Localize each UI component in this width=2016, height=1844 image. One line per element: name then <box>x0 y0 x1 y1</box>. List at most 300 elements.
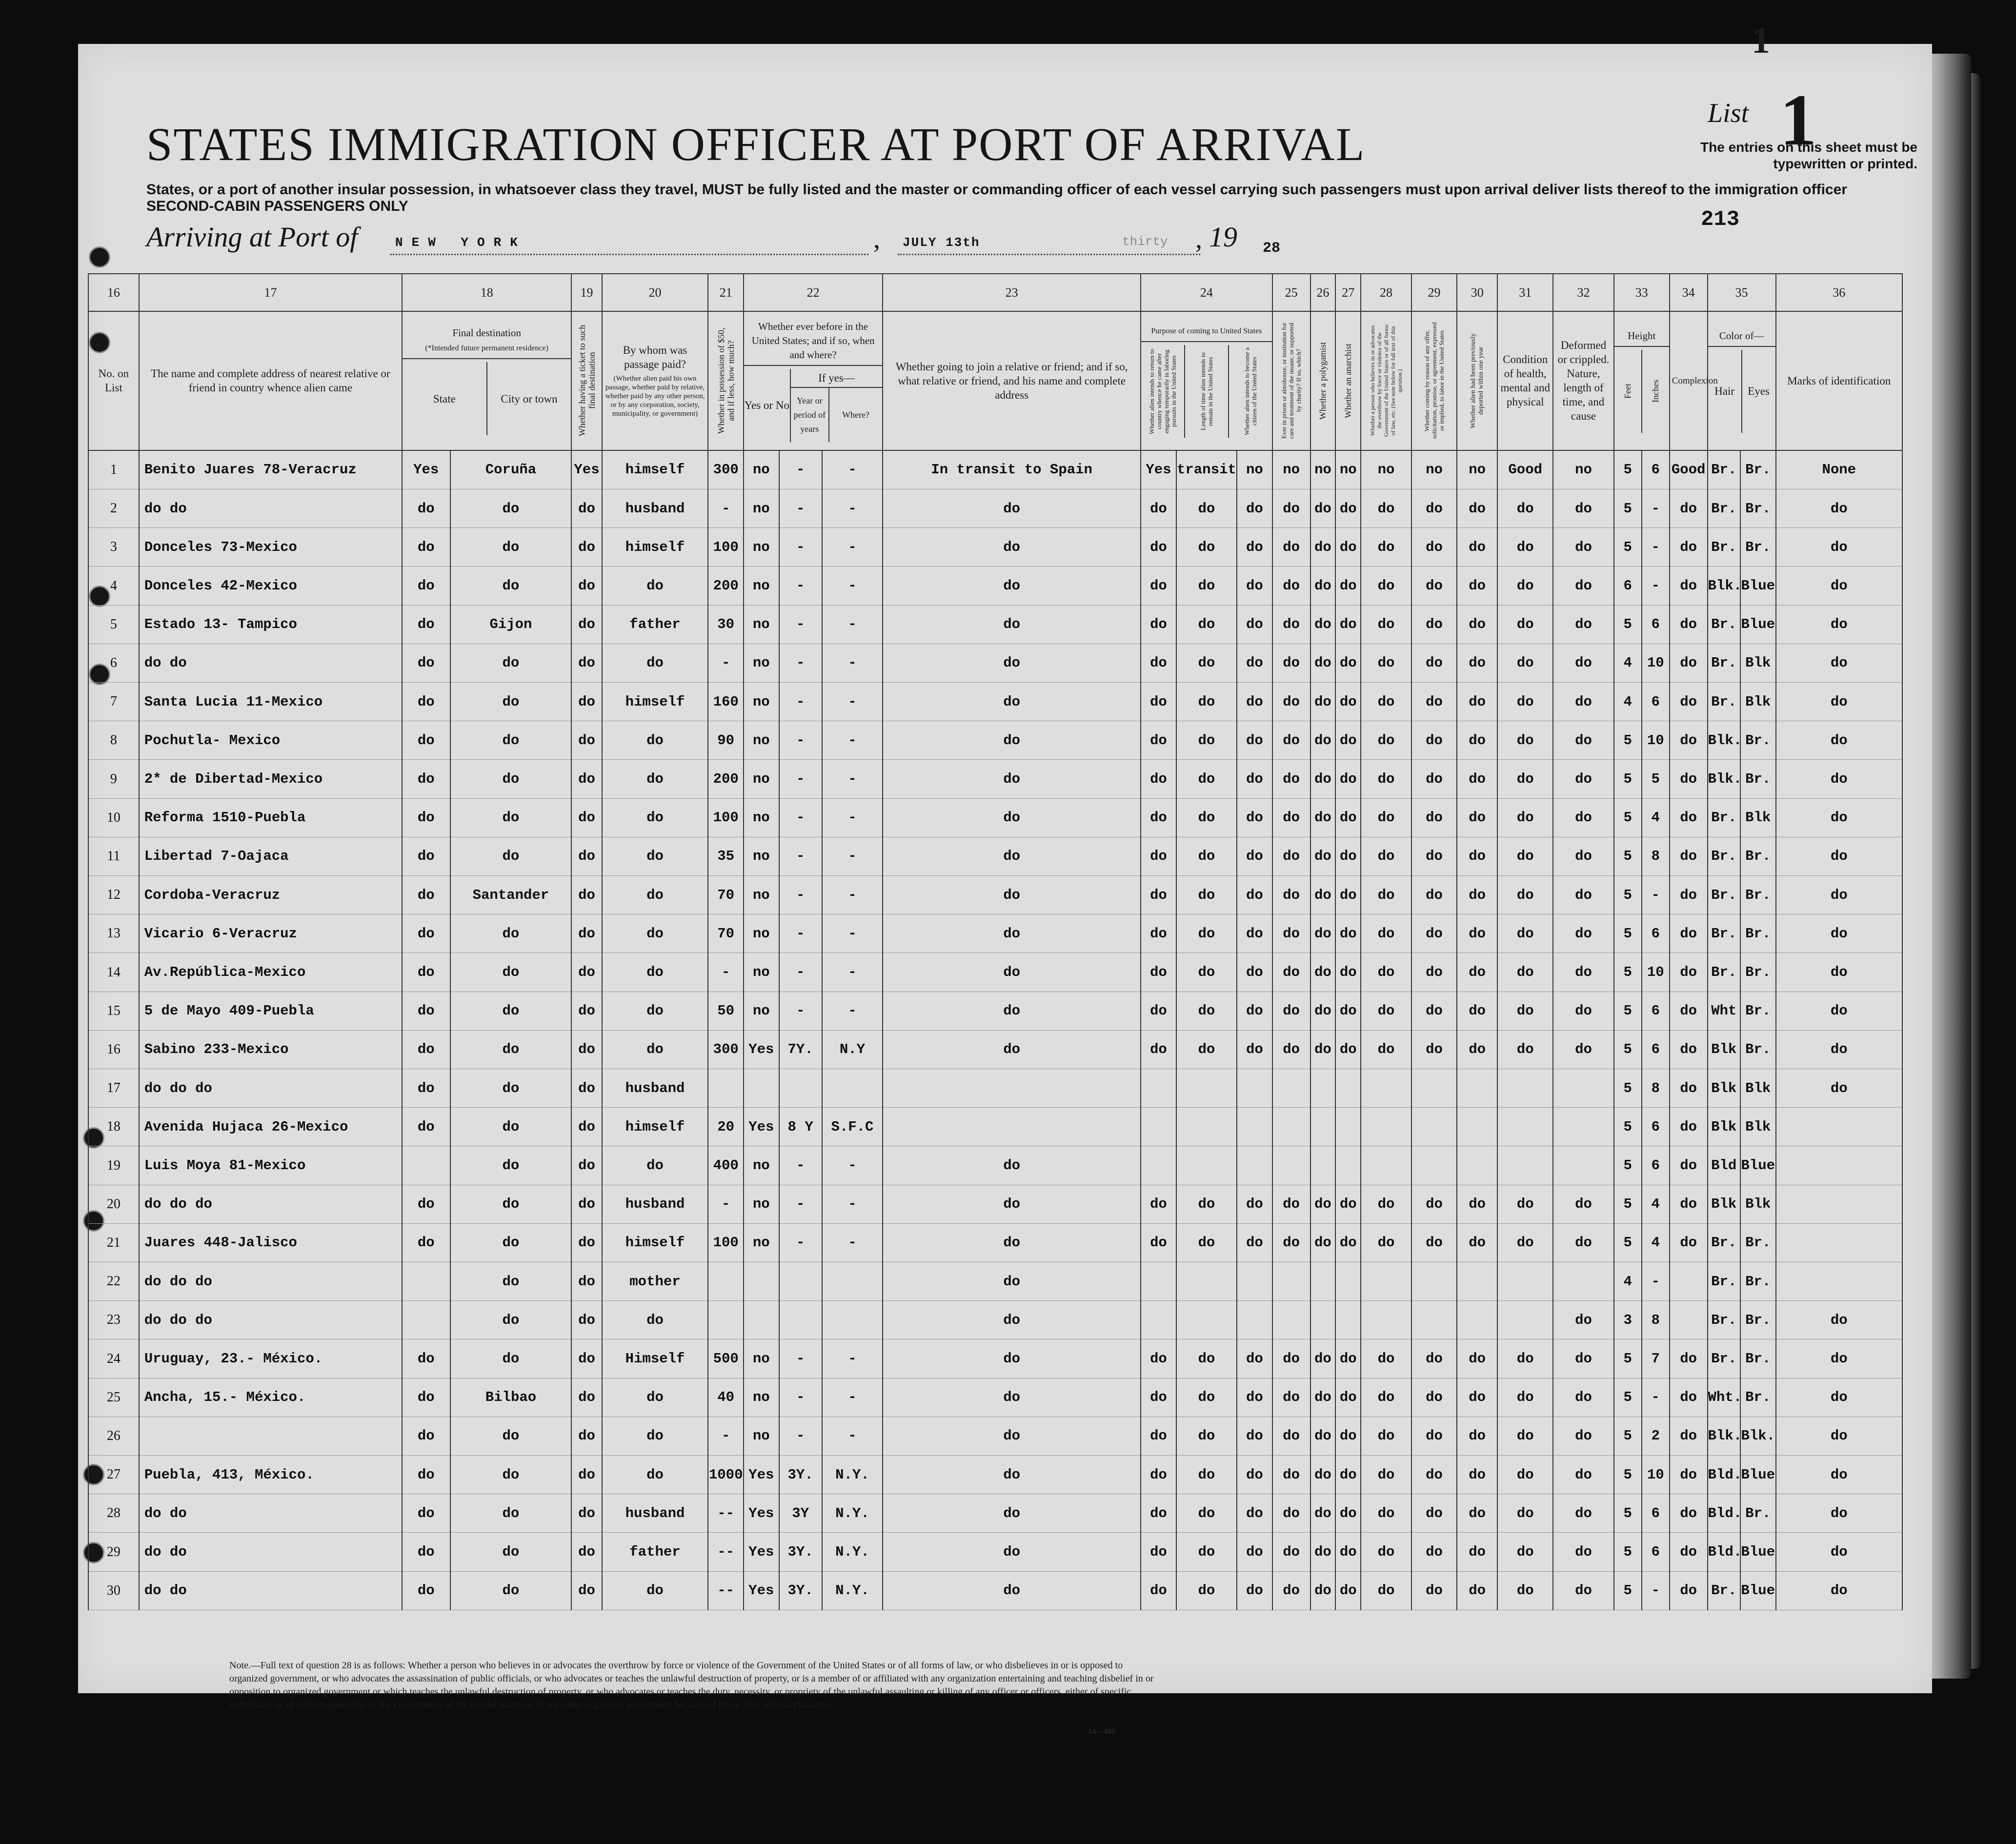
table-cell: - <box>779 644 822 682</box>
table-cell: no <box>1361 450 1411 489</box>
table-cell: 7 <box>88 683 139 721</box>
table-row <box>88 1185 1902 1223</box>
table-cell: do <box>1335 1378 1361 1417</box>
table-cell: do <box>1272 1571 1310 1610</box>
table-cell: 25 <box>88 1378 139 1417</box>
date-value: JULY 13th <box>903 235 980 250</box>
table-cell: do <box>1553 1030 1613 1069</box>
header-health: Condition of health, mental and physical <box>1497 311 1553 450</box>
table-cell: - <box>779 605 822 644</box>
table-cell: Br. <box>1708 876 1740 914</box>
table-cell: do <box>1411 1571 1457 1610</box>
table-cell: do <box>1670 1223 1708 1262</box>
table-cell <box>883 1069 1141 1108</box>
table-cell <box>1335 1108 1361 1146</box>
table-cell: do <box>450 953 572 992</box>
table-row <box>88 528 1902 567</box>
table-cell: do <box>1553 1185 1613 1223</box>
table-cell: do <box>1237 1378 1272 1417</box>
column-number: 30 <box>1457 274 1497 311</box>
table-row <box>88 450 1902 489</box>
table-cell: 4 <box>1614 644 1642 682</box>
table-cell: Avenida Hujaca 26-Mexico <box>139 1108 402 1146</box>
table-cell: 3 <box>1614 1301 1642 1339</box>
table-cell: Br. <box>1740 528 1776 567</box>
table-cell: do <box>402 798 450 837</box>
table-cell: do <box>602 567 708 605</box>
column-number: 19 <box>571 274 602 311</box>
table-cell: do <box>1176 644 1237 682</box>
table-cell: 6 <box>1642 1108 1670 1146</box>
table-cell: - <box>822 1146 883 1185</box>
table-cell: Br. <box>1740 953 1776 992</box>
table-cell: husband <box>602 489 708 528</box>
table-cell: do <box>1335 798 1361 837</box>
table-cell: do <box>1670 876 1708 914</box>
table-row <box>88 798 1902 837</box>
table-cell: do <box>1670 1339 1708 1378</box>
table-cell: - <box>822 683 883 721</box>
table-cell: do <box>1553 798 1613 837</box>
table-cell: In transit to Spain <box>883 450 1141 489</box>
table-cell: do <box>402 1223 450 1262</box>
table-cell: do <box>1411 1030 1457 1069</box>
table-cell: do <box>1497 528 1553 567</box>
table-cell <box>1457 1108 1497 1146</box>
table-cell: do <box>1497 683 1553 721</box>
table-cell <box>1272 1262 1310 1301</box>
table-cell: do <box>1361 1571 1411 1610</box>
table-cell: do <box>450 1223 572 1262</box>
table-cell: do <box>1310 721 1336 760</box>
table-cell: do <box>1411 683 1457 721</box>
table-cell: - <box>1642 1262 1670 1301</box>
table-cell: do do do <box>139 1301 402 1339</box>
table-cell: do <box>1497 914 1553 953</box>
table-cell: do <box>602 1456 708 1494</box>
table-cell: Blk <box>1740 798 1776 837</box>
table-cell: do <box>1310 953 1336 992</box>
table-cell: Blue <box>1740 1456 1776 1494</box>
table-cell: do <box>1361 798 1411 837</box>
table-cell: no <box>1457 450 1497 489</box>
table-cell: do <box>1272 489 1310 528</box>
table-cell: do <box>1272 953 1310 992</box>
table-cell: Good <box>1497 450 1553 489</box>
table-cell: - <box>822 760 883 798</box>
table-cell: do <box>450 1069 572 1108</box>
table-cell: Blk <box>1740 1069 1776 1108</box>
table-cell: do <box>1553 1378 1613 1417</box>
table-cell: do <box>571 683 602 721</box>
table-cell <box>1141 1262 1176 1301</box>
table-cell: Bld. <box>1708 1456 1740 1494</box>
table-cell: do <box>602 992 708 1030</box>
table-cell <box>708 1262 744 1301</box>
table-cell: do <box>1776 837 1902 875</box>
table-cell: do <box>602 1146 708 1185</box>
table-cell: Bld. <box>1708 1533 1740 1571</box>
table-row <box>88 1108 1902 1146</box>
table-cell: do <box>1237 798 1272 837</box>
table-cell: do <box>1310 1533 1336 1571</box>
table-cell: 5 <box>1614 1417 1642 1455</box>
table-cell <box>402 1301 450 1339</box>
table-cell: do <box>1237 876 1272 914</box>
table-cell: do <box>1670 1494 1708 1533</box>
table-cell: 21 <box>88 1223 139 1262</box>
table-cell: do <box>1361 1494 1411 1533</box>
table-cell: do <box>1310 992 1336 1030</box>
table-cell: do <box>1310 644 1336 682</box>
table-cell: Br. <box>1708 1223 1740 1262</box>
table-cell: do <box>1141 1378 1176 1417</box>
table-row <box>88 760 1902 798</box>
table-cell: do <box>1272 1533 1310 1571</box>
table-cell: Br. <box>1740 721 1776 760</box>
table-cell: do <box>1310 683 1336 721</box>
table-cell: do <box>1335 992 1361 1030</box>
table-cell: do <box>450 760 572 798</box>
table-cell: do <box>450 1262 572 1301</box>
table-cell: do <box>1670 992 1708 1030</box>
table-cell: - <box>779 914 822 953</box>
table-cell: - <box>779 528 822 567</box>
table-cell: do <box>571 1223 602 1262</box>
table-cell: do <box>450 798 572 837</box>
table-cell: Santander <box>450 876 572 914</box>
table-cell: do <box>1411 528 1457 567</box>
table-cell: do <box>1237 914 1272 953</box>
table-cell: do <box>1335 683 1361 721</box>
table-cell: do <box>1497 1378 1553 1417</box>
table-cell: do <box>602 1571 708 1610</box>
header-ticket-text: Whether having a ticket to such final destination <box>577 325 597 437</box>
table-cell: do <box>1237 1533 1272 1571</box>
table-cell: 10 <box>1642 953 1670 992</box>
table-cell: do <box>1335 837 1361 875</box>
table-cell: do <box>1776 1030 1902 1069</box>
table-cell: Br. <box>1708 798 1740 837</box>
table-cell <box>822 1262 883 1301</box>
table-cell: do <box>571 567 602 605</box>
table-cell: do <box>1176 837 1237 875</box>
table-cell: do <box>1361 489 1411 528</box>
table-cell: 20 <box>708 1108 744 1146</box>
header-final-destination <box>402 311 571 450</box>
table-cell: - <box>779 760 822 798</box>
table-cell: 4 <box>1642 1223 1670 1262</box>
table-cell: Donceles 73-Mexico <box>139 528 402 567</box>
header-height <box>1614 311 1670 450</box>
table-cell: do <box>1361 1030 1411 1069</box>
table-cell: do <box>1411 644 1457 682</box>
table-cell: do <box>1176 1533 1237 1571</box>
table-cell: do <box>1670 760 1708 798</box>
table-cell: do <box>1457 798 1497 837</box>
table-cell: Bilbao <box>450 1378 572 1417</box>
table-row <box>88 1030 1902 1069</box>
header-if-yes-label: If yes— <box>791 369 882 388</box>
table-cell: Blk. <box>1708 760 1740 798</box>
table-cell: - <box>822 798 883 837</box>
table-cell <box>1310 1262 1336 1301</box>
table-cell: do <box>1553 721 1613 760</box>
header-final-destination-note: (*Intended future permanent residence) <box>425 344 549 353</box>
subtitle-line-2: SECOND-CABIN PASSENGERS ONLY <box>146 198 408 214</box>
table-cell <box>1176 1108 1237 1146</box>
table-cell: do <box>1553 1494 1613 1533</box>
table-cell: - <box>822 489 883 528</box>
port-field-line <box>390 254 868 255</box>
table-cell: do <box>450 1571 572 1610</box>
table-cell: do <box>450 914 572 953</box>
table-cell: 160 <box>708 683 744 721</box>
table-row <box>88 1456 1902 1494</box>
table-cell: Yes <box>744 1456 779 1494</box>
table-cell <box>1335 1262 1361 1301</box>
table-row <box>88 1301 1902 1339</box>
table-cell: do <box>1411 1494 1457 1533</box>
table-cell: do <box>1141 798 1176 837</box>
table-cell <box>402 1146 450 1185</box>
table-cell: 29 <box>88 1533 139 1571</box>
table-cell: Yes <box>744 1108 779 1146</box>
table-cell: do <box>1176 489 1237 528</box>
table-cell: do <box>1457 953 1497 992</box>
table-cell: do <box>602 837 708 875</box>
table-cell: do <box>1670 1378 1708 1417</box>
table-cell: do <box>602 721 708 760</box>
header-previous-us-group: Whether ever before in the United States; and if so, when and where? <box>744 320 882 366</box>
table-cell: do <box>1776 1069 1902 1108</box>
table-cell: 6 <box>1614 567 1642 605</box>
table-cell: do <box>1411 1417 1457 1455</box>
table-cell: Blk <box>1740 1185 1776 1223</box>
table-cell: do <box>883 1571 1141 1610</box>
table-cell: do <box>402 876 450 914</box>
table-cell: 70 <box>708 876 744 914</box>
table-cell: do <box>1237 683 1272 721</box>
table-cell: do <box>1670 721 1708 760</box>
table-cell: do <box>1237 1030 1272 1069</box>
table-cell: do <box>1310 605 1336 644</box>
table-cell: - <box>822 528 883 567</box>
table-cell: do <box>402 1494 450 1533</box>
table-cell: do <box>450 1417 572 1455</box>
table-cell: 18 <box>88 1108 139 1146</box>
table-cell: do <box>883 1494 1141 1533</box>
table-cell: Wht <box>1708 992 1740 1030</box>
table-cell: do <box>1670 1533 1708 1571</box>
header-complexion: Complexion <box>1670 311 1708 450</box>
comma: , <box>873 224 880 254</box>
table-cell: Yes <box>744 1571 779 1610</box>
table-cell: 5 <box>1614 760 1642 798</box>
table-cell: husband <box>602 1185 708 1223</box>
table-cell: do <box>1553 876 1613 914</box>
table-cell: do <box>1310 837 1336 875</box>
table-cell: do <box>1776 721 1902 760</box>
table-cell: do <box>1553 489 1613 528</box>
table-cell: do <box>1335 644 1361 682</box>
table-cell: - <box>779 1378 822 1417</box>
table-cell: 4 <box>1614 1262 1642 1301</box>
table-cell <box>1776 1185 1902 1223</box>
table-cell: 5 <box>1614 1146 1642 1185</box>
table-cell: 20 <box>88 1185 139 1223</box>
table-cell <box>1497 1262 1553 1301</box>
column-header-row <box>88 311 1902 450</box>
table-cell: do <box>1411 605 1457 644</box>
table-cell: - <box>822 721 883 760</box>
table-cell: do <box>1335 1339 1361 1378</box>
table-cell: 3Y <box>779 1494 822 1533</box>
table-cell: 100 <box>708 798 744 837</box>
header-ticket <box>571 311 602 450</box>
table-cell: do <box>1141 567 1176 605</box>
faint-stamp: thirty <box>1122 234 1168 249</box>
column-number: 33 <box>1614 274 1670 311</box>
table-cell: do <box>1553 567 1613 605</box>
table-cell: 5 <box>1614 1223 1642 1262</box>
table-cell: - <box>779 876 822 914</box>
table-cell: do <box>1176 1339 1237 1378</box>
table-cell: Yes <box>571 450 602 489</box>
table-cell: 70 <box>708 914 744 953</box>
table-cell: do <box>1272 605 1310 644</box>
table-cell: do <box>1335 1571 1361 1610</box>
column-number: 36 <box>1776 274 1902 311</box>
table-cell <box>1411 1108 1457 1146</box>
table-cell: 5 <box>1614 1533 1642 1571</box>
table-cell: do <box>402 1456 450 1494</box>
table-cell: do <box>402 1339 450 1378</box>
table-cell: do <box>1670 1185 1708 1223</box>
header-deformed: Deformed or crippled. Nature, length of time, and cause <box>1553 311 1613 450</box>
table-cell: no <box>744 644 779 682</box>
table-cell: do <box>571 1030 602 1069</box>
header-labor-offer: Whether coming by reason of any offer, solicitation, promise, or agreement, expressed or implied, to labor in the United States <box>1411 311 1457 450</box>
table-cell: do <box>1553 914 1613 953</box>
table-cell: Av.República-Mexico <box>139 953 402 992</box>
table-cell: - <box>779 953 822 992</box>
table-cell: no <box>1553 450 1613 489</box>
header-no-on-list: No. on List <box>88 311 139 450</box>
table-cell: do <box>1670 1030 1708 1069</box>
table-cell: no <box>744 876 779 914</box>
table-cell: do <box>402 953 450 992</box>
table-cell: 3Y. <box>779 1533 822 1571</box>
table-cell: do <box>1272 1223 1310 1262</box>
table-cell: do <box>883 798 1141 837</box>
date-field-line <box>898 254 1200 255</box>
table-cell: 6 <box>1642 605 1670 644</box>
table-cell: - <box>708 644 744 682</box>
table-cell: do <box>571 798 602 837</box>
table-cell: do <box>883 605 1141 644</box>
table-cell: do <box>1361 567 1411 605</box>
table-cell: do <box>1361 1417 1411 1455</box>
table-cell: do <box>1553 953 1613 992</box>
table-cell: do <box>883 721 1141 760</box>
table-cell: do <box>1457 1185 1497 1223</box>
table-cell: do <box>402 605 450 644</box>
table-cell: 5 <box>1614 489 1642 528</box>
table-cell <box>1457 1301 1497 1339</box>
table-cell: do <box>1361 683 1411 721</box>
table-cell: do <box>1335 876 1361 914</box>
table-cell: - <box>822 837 883 875</box>
table-cell: 14 <box>88 953 139 992</box>
table-cell: do <box>1141 1339 1176 1378</box>
table-cell: do <box>1670 914 1708 953</box>
table-cell: himself <box>602 528 708 567</box>
table-cell <box>1176 1146 1237 1185</box>
table-cell: do do do <box>139 1262 402 1301</box>
table-cell: do <box>883 760 1141 798</box>
column-number: 21 <box>708 274 744 311</box>
table-cell: do <box>1141 1030 1176 1069</box>
table-cell: do <box>1457 760 1497 798</box>
table-cell: Br. <box>1708 1262 1740 1301</box>
table-cell: do <box>1553 1417 1613 1455</box>
table-cell: do <box>883 837 1141 875</box>
table-cell: - <box>708 1417 744 1455</box>
table-cell: Br. <box>1740 837 1776 875</box>
table-cell: do <box>571 1571 602 1610</box>
table-cell: Blk. <box>1740 1417 1776 1455</box>
table-cell: N.Y. <box>822 1533 883 1571</box>
table-cell: do <box>1272 760 1310 798</box>
table-cell: - <box>822 605 883 644</box>
column-number: 28 <box>1361 274 1411 311</box>
table-cell <box>779 1262 822 1301</box>
table-cell: do <box>1141 1571 1176 1610</box>
table-cell: do do <box>139 489 402 528</box>
header-where: Where? <box>828 388 882 442</box>
table-cell <box>1310 1301 1336 1339</box>
table-cell: do <box>571 1378 602 1417</box>
table-cell: do <box>1335 567 1361 605</box>
list-note: The entries on this sheet must be typewritten or printed. <box>1700 140 1917 171</box>
list-number: 1 <box>1780 80 1816 161</box>
table-cell: Br. <box>1740 489 1776 528</box>
table-cell: 5 <box>1614 1108 1642 1146</box>
table-cell <box>1176 1069 1237 1108</box>
table-cell <box>1553 1108 1613 1146</box>
table-cell: do <box>1457 528 1497 567</box>
footnote: Note.—Full text of question 28 is as follows: Whether a person who believes in or advocates the overthrow by force or violence of the Government of the United States or of all forms of law, or who disbelieves in or is opposed to organized government, or who advocates the assassination of public officials, or who advocates or teaches the unlawful destruction of property, or is a member of or affiliated with any organization entertaining and teaching disbelief in or opposition to organized government or which teaches the unlawful destruction of property, or who advocates or teaches the duty, necessity, or propriety of the unlawful assaulting or killing of any officer or officers, either of specific individuals or of officers generally, of the Government of the United States or of any other organized government because of his or their official character. <box>229 1660 1154 1710</box>
table-cell: 11 <box>88 837 139 875</box>
table-cell: 1 <box>88 450 139 489</box>
table-cell: do <box>1237 605 1272 644</box>
table-cell: do <box>571 721 602 760</box>
table-cell: no <box>744 567 779 605</box>
table-cell: do <box>1457 1456 1497 1494</box>
table-cell: no <box>744 760 779 798</box>
table-cell: 3 <box>88 528 139 567</box>
table-cell: do <box>402 721 450 760</box>
table-cell: do <box>883 683 1141 721</box>
comma: , <box>1195 224 1202 254</box>
table-cell: do <box>1237 953 1272 992</box>
table-cell <box>1335 1301 1361 1339</box>
table-cell: 30 <box>88 1571 139 1610</box>
table-row <box>88 1339 1902 1378</box>
table-cell: do <box>1776 683 1902 721</box>
table-cell: Br. <box>1708 914 1740 953</box>
